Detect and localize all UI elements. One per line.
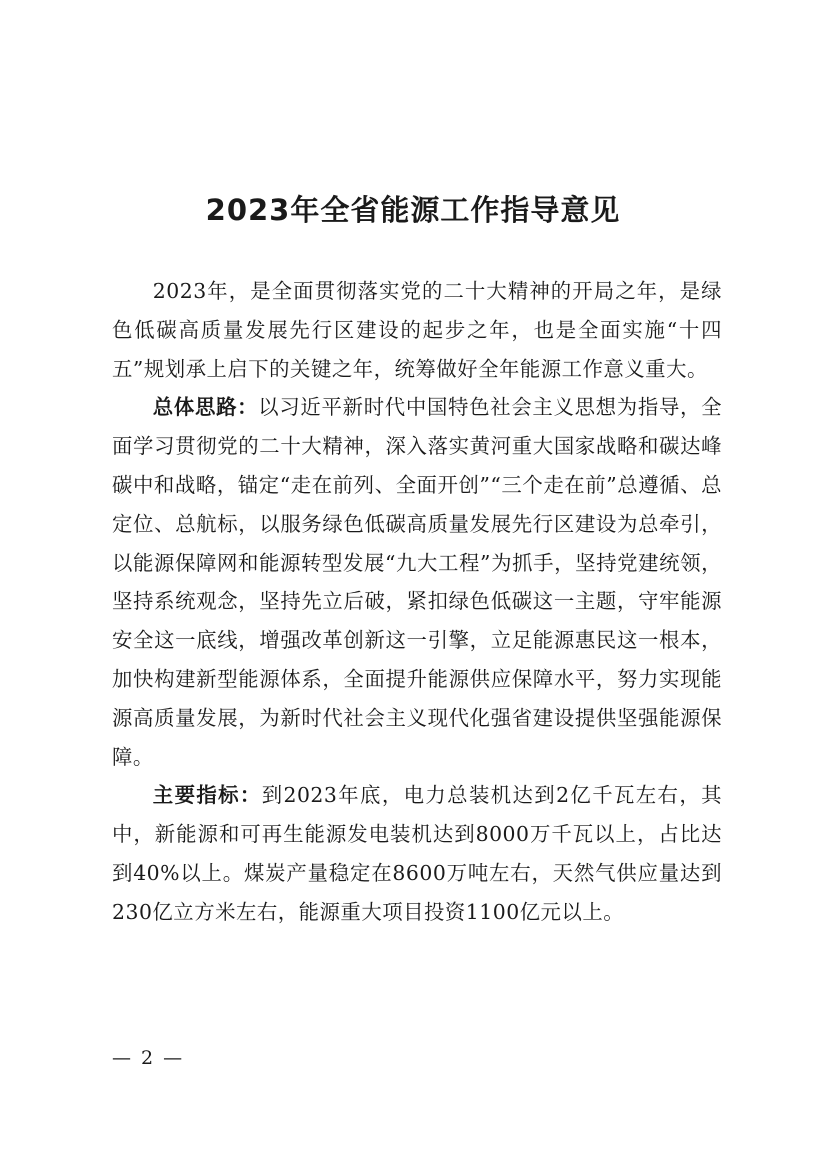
- paragraph-lead: 总体思路：: [152, 395, 259, 420]
- overall-approach-paragraph: [112, 388, 722, 776]
- document-body: [112, 272, 722, 932]
- paragraph-text: 到2023年底，电力总装机达到2亿千瓦左右，其中，新能源和可再生能源发电装机达到8000万千瓦以上，占比达到40%以上。煤炭产量稳定在8600万吨左右，天然气供应量达到230亿立方米左右，能源重大项目投资1100亿元以上。: [112, 783, 722, 924]
- paragraph-text: 以习近平新时代中国特色社会主义思想为指导，全面学习贯彻党的二十大精神，深入落实黄河重大国家战略和碳达峰碳中和战略，锚定“走在前列、全面开创”“三个走在前”总遵循、总定位、总航标，以服务绿色低碳高质量发展先行区建设为总牵引，以能源保障网和能源转型发展“九大工程”为抓手，坚持党建统领，坚持系统观念，坚持先立后破，紧扣绿色低碳这一主题，守牢能源安全这一底线，增强改革创新这一引擎，立足能源惠民这一根本，加快构建新型能源体系，全面提升能源供应保障水平，努力实现能源高质量发展，为新时代社会主义现代化强省建设提供坚强能源保障。: [112, 395, 723, 769]
- paragraph-text: 2023年，是全面贯彻落实党的二十大精神的开局之年，是绿色低碳高质量发展先行区建设的起步之年，也是全面实施“十四五”规划承上启下的关键之年，统筹做好全年能源工作意义重大。: [112, 279, 722, 381]
- main-indicators-paragraph: [112, 776, 722, 931]
- document-title: 2023年全省能源工作指导意见: [205, 193, 621, 227]
- intro-paragraph: [112, 272, 722, 388]
- page-number: — 2 —: [112, 1047, 185, 1069]
- paragraph-lead: 主要指标：: [152, 783, 262, 808]
